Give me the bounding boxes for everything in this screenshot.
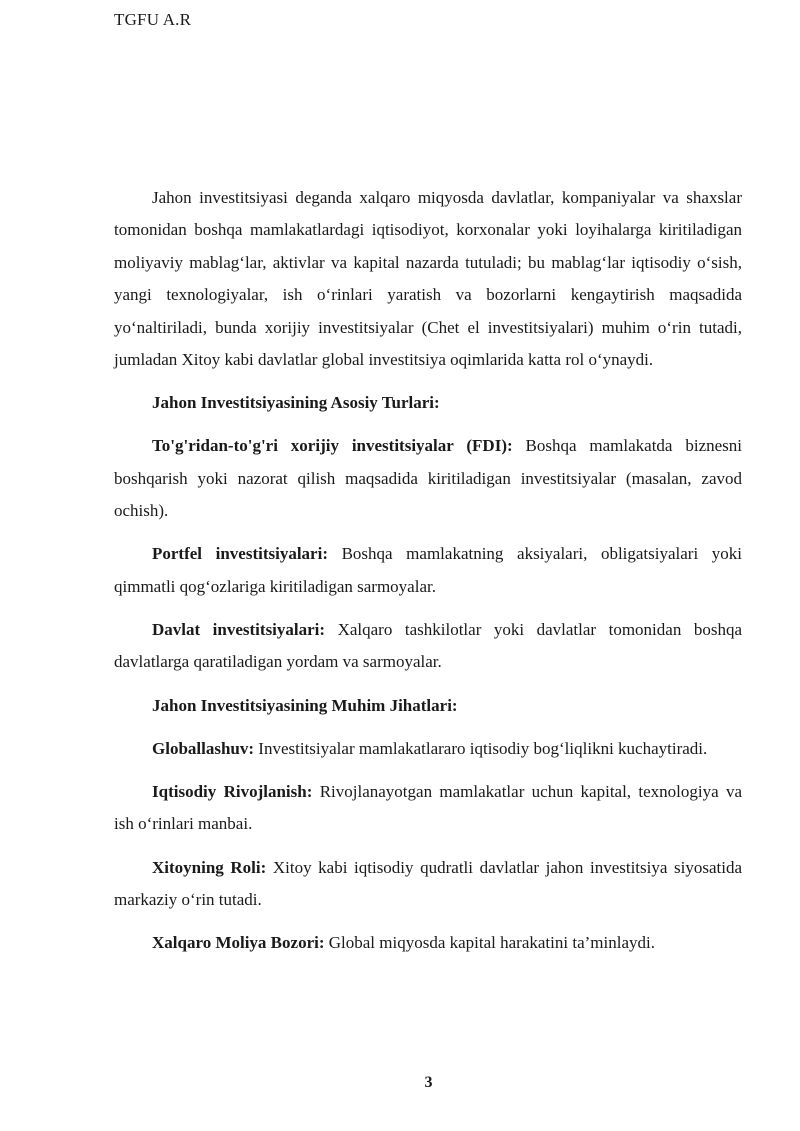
intro-paragraph: Jahon investitsiyasi deganda xalqaro miqyosda davlatlar, kompaniyalar va shaxslar tomonidan boshqa mamlakatlardagi iqtisodiyot, korxonalar yoki loyihalarga kiritiladigan moliyaviy mablag‘lar, aktivlar va kapital nazarda tutuladi; bu mablag‘lar iqtisodiy o‘sish, yangi texnologiyalar, ish o‘rinlari yaratish va bozorlarni kengaytirish maqsadida yo‘naltiriladi, bunda xorijiy investitsiyalar (Chet el investitsiyalari) muhim o‘rin tutadi, jumladan Xitoy kabi davlatlar global investitsiya oqimlarida katta rol o‘ynaydi. <box>114 188 742 370</box>
running-header: TGFU A.R <box>114 10 192 29</box>
list-item-fdi <box>114 430 742 527</box>
list-item-portfolio <box>114 538 742 603</box>
term-description: Global miqyosda kapital harakatini ta’minlaydi. <box>328 933 655 953</box>
term-description: Boshqa mamlakatning aksiyalari, obligatsiyalari yoki qimmatli qog‘ozlariga kiritiladigan sarmoyalar. <box>114 544 743 596</box>
list-item-state <box>114 614 742 679</box>
page-number: 3 <box>424 1074 433 1091</box>
term-label: Xalqaro Moliya Bozori: <box>152 933 325 953</box>
term-description: Boshqa mamlakatda biznesni boshqarish yoki nazorat qilish maqsadida kiritiladigan investitsiyalar (masalan, zavod ochish). <box>114 436 742 521</box>
section-heading-aspects: Jahon Investitsiyasining Muhim Jihatlari: <box>152 695 458 715</box>
term-label: Davlat investitsiyalari: <box>152 620 326 640</box>
document-body <box>114 182 742 960</box>
term-label: Iqtisodiy Rivojlanish: <box>152 782 313 802</box>
list-item-development <box>114 776 742 841</box>
term-description: Xitoy kabi iqtisodiy qudratli davlatlar jahon investitsiya siyosatida markaziy o‘rin tutadi. <box>114 857 742 910</box>
term-label: Portfel investitsiyalari: <box>152 544 328 564</box>
term-description: Investitsiyalar mamlakatlararo iqtisodiy bog‘liqlikni kuchaytiradi. <box>258 738 708 758</box>
term-label: To'g'ridan-to'g'ri xorijiy investitsiyalar (FDI): <box>152 436 513 456</box>
list-item-china-role <box>114 852 742 917</box>
list-item-financial-market <box>114 927 742 959</box>
term-description: Rivojlanayotgan mamlakatlar uchun kapital, texnologiya va ish o‘rinlari manbai. <box>114 782 743 834</box>
list-item-globalization <box>114 733 742 765</box>
section-heading-types: Jahon Investitsiyasining Asosiy Turlari: <box>152 393 440 413</box>
term-description: Xalqaro tashkilotlar yoki davlatlar tomonidan boshqa davlatlarga qaratiladigan yordam va sarmoyalar. <box>114 620 742 672</box>
term-label: Xitoyning Roli: <box>152 857 267 877</box>
term-label: Globallashuv: <box>152 738 255 758</box>
